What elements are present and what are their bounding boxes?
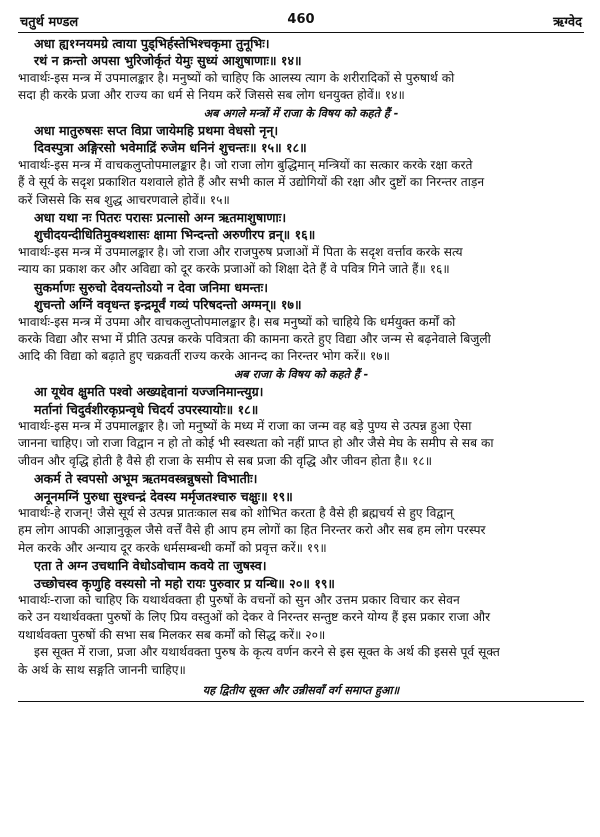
commentary-line: हैं वे सूर्य के सदृश प्रकाशित यशवाले होते हैं और सभी काल में उद्योगियों की रक्षा और दुष्टों का निरन्तर ताड़न bbox=[18, 175, 485, 190]
book-title: ऋग्वेद bbox=[553, 15, 582, 30]
commentary-line: भावार्थः-इस मन्त्र में वाचकलुप्तोपमालङ्कार है। जो राजा लोग बुद्धिमान् मन्त्रियों का सत्कार करके रक्षा करते bbox=[18, 157, 473, 172]
section-end-note: यह द्वितीय सूक्त और उन्नीसवाँ वर्ग समाप्त हुआ॥ bbox=[202, 684, 400, 698]
mantra-line: अधा यथा नः पितरः परासः प्रत्नासो अग्न ऋतमाशुषाणाः। bbox=[34, 210, 287, 226]
commentary-line: करे उन यथार्थवक्ता पुरुषों के लिए प्रिय वस्तुओं को देकर वे निरन्तर सन्तुष्ट करने योग्य हैं इस प्रकार राजा और bbox=[18, 610, 491, 625]
footer-rule bbox=[18, 701, 584, 702]
section-heading: अब अगले मन्त्रों में राजा के विषय को कहते हैं - bbox=[203, 106, 399, 120]
commentary-line: भावार्थः-हे राजन्! जैसे सूर्य से उत्पन्न प्रातःकाल सब को शोभित करता है वैसे ही ब्रह्मचर्य से हुए विद्वान् bbox=[18, 505, 454, 520]
commentary-line: करें जिससे कि सब शुद्ध आचरणवाले होवें॥ १५॥ bbox=[18, 192, 230, 207]
page bbox=[18, 10, 584, 702]
commentary-line: जीवन और वृद्धि होती है वैसे ही राजा के समीप से सब प्रजा की वृद्धि और जीवन होता है॥ १८॥ bbox=[18, 453, 433, 468]
commentary-line: भावार्थः-इस मन्त्र में उपमालङ्कार है। जो मनुष्यों के मध्य में राजा का जन्म वह बड़े पुण्य से उत्पन्न हुआ ऐसा bbox=[18, 418, 472, 433]
commentary-line: भावार्थः-इस मन्त्र में उपमा और वाचकलुप्तोपमालङ्कार है। सब मनुष्यों को चाहिये कि धर्मयुक्त कर्मों को bbox=[18, 314, 456, 329]
mantra-line: एता ते अग्न उचथानि वेधोऽवोचाम कवये ता जुषस्व। bbox=[34, 558, 267, 574]
header-rule bbox=[18, 32, 584, 33]
closing-note-line: इस सूक्त में राजा, प्रजा और यथार्थवक्ता पुरुष के कृत्य वर्णन करने से इस सूक्त के अर्थ की इससे पूर्व सूक्त bbox=[34, 645, 500, 660]
mantra-line: अधा ह्य१ग्नयमग्रे त्वाया पुड्भिर्हस्तेभिश्चकृमा तुनूभिः। bbox=[34, 36, 270, 51]
commentary-line: आदि की विद्या को बढ़ाते हुए चक्रवर्ती राज्य करके आनन्द का निरन्तर भोग करें॥ १७॥ bbox=[18, 349, 390, 364]
page-body bbox=[18, 35, 584, 679]
mantra-line: रथं न क्रन्तो अपसा भुरिजोर्कृतं येमुः सुध्यं आशुषाणाः॥ १४॥ bbox=[34, 53, 302, 69]
section-heading: अब राजा के विषय को कहते हैं - bbox=[233, 367, 369, 381]
commentary-line: न्याय का प्रकाश कर और अविद्या को दूर करके प्रजाओं को शिक्षा देते हैं वे पवित्र गिने जाते हैं॥ १६॥ bbox=[18, 262, 450, 277]
commentary-line: सदा ही करके प्रजा और राज्य का धर्म से नियम करें जिससे सब लोग धनयुक्त होवें॥ १४॥ bbox=[18, 88, 405, 103]
mantra-line: उच्छोचस्व कृणुहि वस्यसो नो महो रायः पुरुवार प्र यन्धि॥ २०॥ १९॥ bbox=[34, 575, 335, 591]
mantra-line: सुकर्माणः सुरुचो देवयन्तोऽयो न देवा जनिमा धमन्तः। bbox=[34, 279, 268, 295]
commentary-line: हम लोग आपकी आज्ञानुकूल जैसे वर्त्तें वैसे ही आप हम लोगों का हित निरन्तर करो और सब हम लोग परस्पर bbox=[18, 523, 486, 538]
commentary-line: मेल करके और अन्याय दूर करके धर्मसम्बन्धी कर्मों को प्रवृत्त करें॥ १९॥ bbox=[18, 540, 327, 555]
mantra-line: मर्तानां चिदुर्वशीरकृप्रन्वृधे चिदर्य उपरस्यायोः॥ १८॥ bbox=[34, 401, 259, 417]
commentary-line: भावार्थः-इस मन्त्र में उपमालङ्कार है। जो राजा और राजपुरुष प्रजाओं में पिता के सदृश वर्त्ताव करके सत्य bbox=[18, 244, 463, 259]
commentary-line: भावार्थः-राजा को चाहिए कि यथार्थवक्ता ही पुरुषों के वचनों को सुन और उत्तम प्रकार विचार कर सेवन bbox=[18, 593, 460, 607]
page-header bbox=[18, 10, 584, 32]
page-number: 460 bbox=[287, 12, 315, 27]
mantra-line: आ यूथेव क्षुमति पश्वो अख्यद्देवानां यज्जनिमान्त्युग्र। bbox=[34, 384, 264, 400]
mantra-line: शुचन्तो अग्निं ववृधन्त इन्द्रमूर्वं गव्यं परिषदन्तो अग्मन्॥ १७॥ bbox=[34, 297, 302, 313]
mantra-line: अकर्म ते स्वपसो अभूम ऋतमवस्त्रन्नुषसो विभातीः। bbox=[34, 471, 258, 487]
commentary-line: जानना चाहिए। जो राजा विद्वान न हो तो कोई भी स्वस्थता को नहीं प्राप्त हो और जैसे मेघ के समीप से सब का bbox=[18, 436, 494, 451]
mantra-line: अनूनमग्निं पुरुधा सुश्चन्द्रं देवस्य मर्मृजतश्चारु चक्षुः॥ १९॥ bbox=[34, 488, 293, 504]
commentary-line: के अर्थ के साथ सङ्गति जाननी चाहिए॥ bbox=[18, 662, 186, 677]
mandal-title: चतुर्थ मण्डल bbox=[20, 15, 79, 30]
commentary-line: करके विद्या और सभा में प्रीति उत्पन्न करके पवित्रता की कामना करते हुए विद्या और जन्म से बढ़नेवाले बिजुली bbox=[18, 331, 491, 346]
commentary-line: यथार्थवक्ता पुरुषों की सभा सब मिलकर सब कर्मों को सिद्ध करें॥ २०॥ bbox=[18, 627, 326, 642]
commentary-line: भावार्थः-इस मन्त्र में उपमालङ्कार है। मनुष्यों को चाहिए कि आलस्य त्याग के शरीरादिकों से पुरुषार्थ को bbox=[18, 70, 455, 85]
mantra-line: शुचीदयन्दीधितिमुक्थशासः क्षामा भिन्दन्तो अरुणीरप व्रन्॥ १६॥ bbox=[34, 227, 316, 243]
mantra-line: अधा मातुरुषसः सप्त विप्रा जायेमहि प्रथमा वेधसो नृन्। bbox=[34, 123, 279, 139]
mantra-line: दिवस्पुत्रा अङ्गिरसो भवेमाद्रिं रुजेम धनिनं शुचन्तः॥ १५॥ १८॥ bbox=[34, 140, 307, 156]
